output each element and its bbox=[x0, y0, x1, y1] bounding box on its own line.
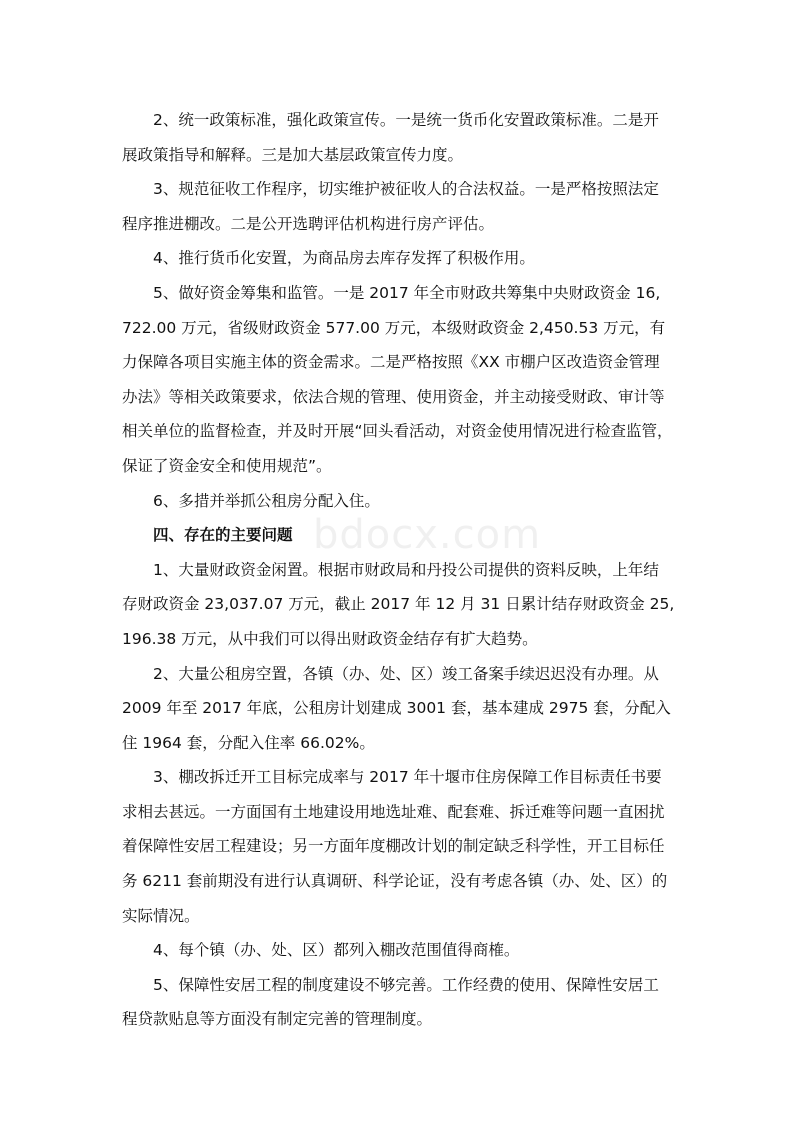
paragraph-scope-questionable: 4、每个镇（办、处、区）都列入棚改范围值得商榷。 bbox=[122, 941, 520, 960]
paragraph-monetized-resettlement: 4、推行货币化安置，为商品房去库存发挥了积极作用。 bbox=[122, 249, 535, 268]
paragraph-public-rental-allocation: 6、多措并举抓公租房分配入住。 bbox=[122, 491, 380, 510]
paragraph-fund-raising: 5、做好资金筹集和监管。一是 2017 年全市财政共筹集中央财政资金 16, 722.00 万元，省级财政资金 577.00 万元，本级财政资金 2,450.53 万元，有 力保障各项目实施主体的资金需求。二是严格按照《XX 市棚户区改造资金管理 办法》等相关政策要求，依法合规的管理、使用资金，并主动接受财政、审计等 相关单位的监督检查，并及时开展“回头看活动，对资金使用情况进行检查监管， 保证了资金安全和使用规范”。 bbox=[122, 283, 673, 475]
paragraph-vacant-housing: 2、大量公租房空置，各镇（办、处、区）竣工备案手续迟迟没有办理。从 2009 年至 2017 年底，公租房计划建成 3001 套，基本建成 2975 套，分配入 住 1964 套，分配入住率 66.02%。 bbox=[122, 664, 671, 752]
watermark: bdocx.com bbox=[313, 512, 542, 558]
paragraph-system-building: 5、保障性安居工程的制度建设不够完善。工作经费的使用、保障性安居工 程贷款贴息等方面没有制定完善的管理制度。 bbox=[122, 975, 659, 1029]
paragraph-policy-standard: 2、统一政策标准，强化政策宣传。一是统一货币化安置政策标准。二是开 展政策指导和解释。三是加大基层政策宣传力度。 bbox=[122, 111, 659, 164]
section-heading-main-problems: 四、存在的主要问题 bbox=[122, 526, 293, 545]
document-page bbox=[122, 103, 687, 1037]
paragraph-target-completion: 3、棚改拆迁开工目标完成率与 2017 年十堰市住房保障工作目标责任书要 求相去甚远。一方面国有土地建设用地选址难、配套难、拆迁难等问题一直困扰 着保障性安居工程建设；另一方面年度棚改计划的制定缺乏科学性，开工目标任 务 6211 套前期没有进行认真调研、科学论证，没有考虑各镇（办、处、区）的 实际情况。 bbox=[122, 768, 668, 925]
paragraph-expropriation-procedure: 3、规范征收工作程序，切实维护被征收人的合法权益。一是严格按照法定 程序推进棚改。二是公开选聘评估机构进行房产评估。 bbox=[122, 180, 659, 233]
paragraph-idle-funds: 1、大量财政资金闲置。根据市财政局和丹投公司提供的资料反映，上年结 存财政资金 23,037.07 万元，截止 2017 年 12 月 31 日累计结存财政资金 25, 196.38 万元，从中我们可以得出财政资金结存有扩大趋势。 bbox=[122, 560, 675, 648]
